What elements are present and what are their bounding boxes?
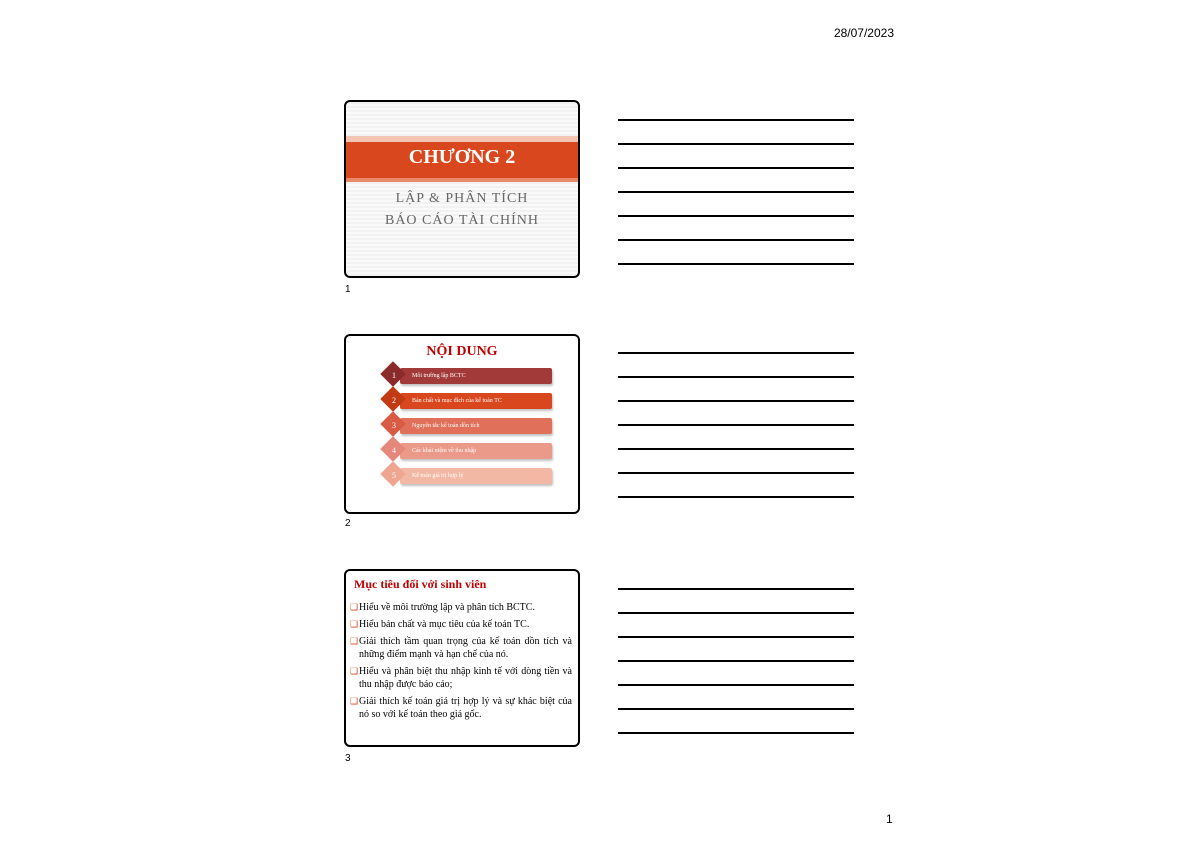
bullet-icon: ❑ xyxy=(350,619,359,629)
toc-item-4 xyxy=(384,443,552,459)
page-number: 1 xyxy=(886,812,893,826)
toc-number: 5 xyxy=(392,471,396,480)
note-line xyxy=(618,472,854,474)
toc-number: 1 xyxy=(392,371,396,380)
toc-label: Nguyên tắc kế toán dồn tích xyxy=(412,423,480,429)
bullet-text: Giải thích tầm quan trọng của kế toán dồn tích và những điểm mạnh và hạn chế của nó. xyxy=(359,636,572,660)
note-line xyxy=(618,588,854,590)
toc-number: 4 xyxy=(392,446,396,455)
slide-2-thumbnail xyxy=(344,334,580,514)
slide-1-subtitle xyxy=(346,188,578,232)
bullet-icon: ❑ xyxy=(350,636,359,646)
subtitle-line-2: BÁO CÁO TÀI CHÍNH xyxy=(384,213,540,228)
note-line xyxy=(618,239,854,241)
note-line xyxy=(618,400,854,402)
list-item xyxy=(350,618,572,631)
note-line xyxy=(618,352,854,354)
note-line xyxy=(618,708,854,710)
toc-number: 2 xyxy=(392,396,396,405)
slide-3-thumbnail xyxy=(344,569,580,747)
note-line xyxy=(618,684,854,686)
note-line xyxy=(618,143,854,145)
slide-1-number: 1 xyxy=(345,284,351,295)
note-line xyxy=(618,636,854,638)
toc-label: Môi trường lập BCTC xyxy=(412,373,466,379)
bullet-icon: ❑ xyxy=(350,696,359,706)
bullet-text: Giải thích kế toán giá trị hợp lý và sự khác biệt của nó so với kế toán theo giá gốc. xyxy=(359,696,572,720)
bullet-icon: ❑ xyxy=(350,666,359,676)
note-line xyxy=(618,424,854,426)
bullet-icon: ❑ xyxy=(350,602,359,612)
toc-number: 3 xyxy=(392,421,396,430)
note-line xyxy=(618,167,854,169)
subtitle-line-1: LẬP & PHÂN TÍCH xyxy=(395,191,529,206)
note-line xyxy=(618,263,854,265)
toc-label: Bản chất và mục đích của kế toán TC xyxy=(412,398,502,404)
slide-3-title: Mục tiêu đối với sinh viên xyxy=(354,577,487,591)
slide-1-thumbnail xyxy=(344,100,580,278)
toc-item-2 xyxy=(384,393,552,409)
toc-label: Các khái niệm về thu nhập xyxy=(412,448,477,454)
list-item xyxy=(350,695,572,721)
slide-2-number: 2 xyxy=(345,518,351,529)
toc-item-3 xyxy=(384,418,552,434)
print-date: 28/07/2023 xyxy=(833,26,894,40)
slide-1-title: CHƯƠNG 2 xyxy=(408,146,516,168)
list-item xyxy=(350,635,572,661)
list-item xyxy=(350,665,572,691)
list-item xyxy=(350,601,572,614)
toc-item-1 xyxy=(384,368,552,384)
objectives-list xyxy=(350,601,572,725)
note-line xyxy=(618,191,854,193)
note-line xyxy=(618,732,854,734)
note-line xyxy=(618,448,854,450)
slide-2-title: NỘI DUNG xyxy=(426,344,498,359)
bullet-text: Hiểu và phân biệt thu nhập kinh tế với dòng tiền và thu nhập được báo cáo; xyxy=(359,666,572,690)
bullet-text: Hiểu về môi trường lập và phân tích BCTC. xyxy=(359,602,535,613)
note-line xyxy=(618,215,854,217)
note-line xyxy=(618,119,854,121)
note-line xyxy=(618,496,854,498)
toc-item-5 xyxy=(384,468,552,484)
toc-label: Kế toán giá trị hợp lý xyxy=(412,473,464,479)
slide-3-number: 3 xyxy=(345,753,351,764)
note-line xyxy=(618,376,854,378)
note-line xyxy=(618,612,854,614)
note-line xyxy=(618,660,854,662)
bullet-text: Hiểu bản chất và mục tiêu của kế toán TC. xyxy=(359,619,530,630)
